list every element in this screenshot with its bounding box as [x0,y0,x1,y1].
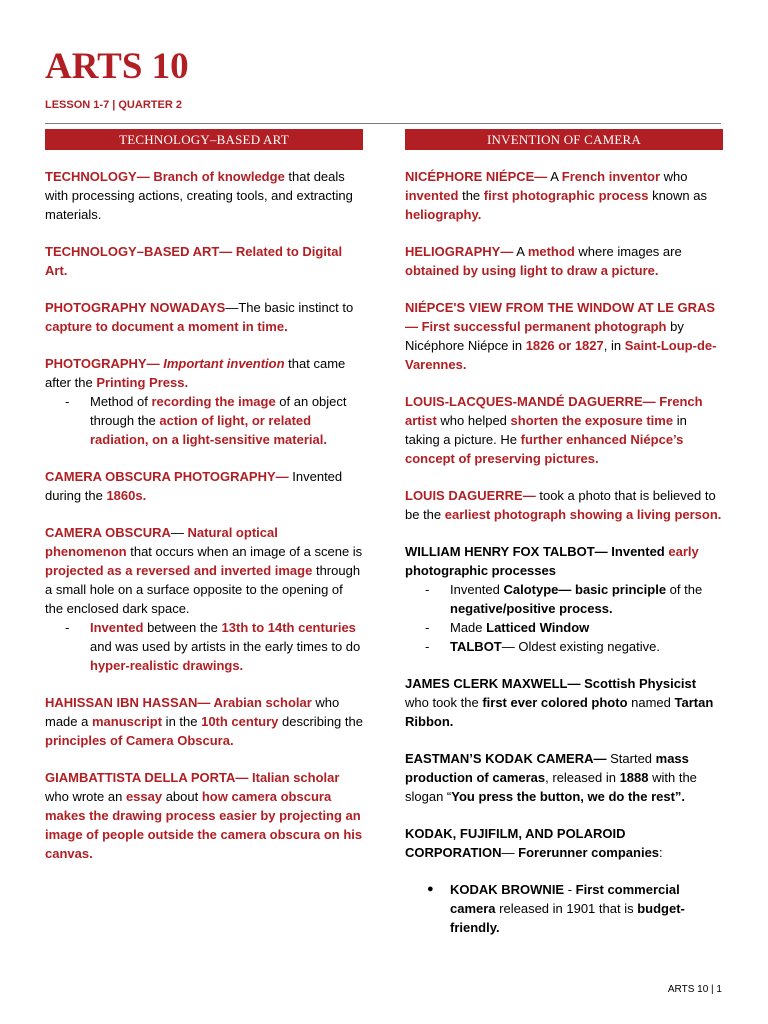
text-run: - [564,882,576,897]
text-run: heliography. [405,207,482,222]
text-run: mass production of cameras [405,751,693,785]
text-run: earliest photograph showing a living person. [444,507,722,522]
paragraph [45,467,363,505]
text-run: Calotype— basic principle [503,582,667,597]
section-heading-invention-of-camera: INVENTION OF CAMERA [405,129,723,150]
paragraph [45,242,363,280]
text-run: , released in [545,770,620,785]
text-run: principles of Camera Obscura. [45,733,234,748]
text-run: negative/positive process. [450,601,613,616]
text-run: obtained by using light to draw a picture. [405,263,659,278]
text-run: recording the image [151,394,276,409]
text-run: EASTMAN’S KODAK CAMERA— [405,751,607,766]
lesson-subtitle: LESSON 1-7 | QUARTER 2 [45,99,182,111]
text-run: with the slogan “ [405,770,701,804]
text-run: who [660,169,692,184]
text-run: 13th to 14th centuries [221,620,356,635]
paragraph [405,298,723,374]
text-run: method [527,244,575,259]
paragraph [405,674,723,731]
text-run: KODAK, FUJIFILM, AND POLAROID CORPORATION [405,826,630,860]
text-run: between the [143,620,222,635]
text-run: Forerunner companies [518,845,660,860]
text-run: who wrote an [45,770,344,804]
text-run: Started [606,751,656,766]
section-heading-technology-based-art: TECHNOLOGY–BASED ART [45,129,363,150]
text-run: about [162,789,202,804]
text-run: : [659,845,663,860]
text-run: manuscript [91,714,163,729]
paragraph [405,749,723,806]
text-run: 10th century [201,714,279,729]
text-run: first ever colored photo [482,695,628,710]
page-footer: ARTS 10 | 1 [667,984,722,995]
text-run: who helped [436,413,511,428]
text-run: photographic processes [405,544,703,578]
text-run: shorten the exposure time [510,413,674,428]
text-run: CAMERA OBSCURA PHOTOGRAPHY— [45,469,289,484]
text-run: PHOTOGRAPHY NOWADAYS [45,300,226,315]
left-column-body [45,167,367,863]
bullet-marker: - [65,620,70,635]
list-item [45,618,363,675]
text-run: Invented during the [45,469,346,503]
bullet-marker: ● [427,883,434,895]
text-run: Latticed Window [486,620,590,635]
list-item [405,618,723,637]
text-run: JAMES CLERK MAXWELL— Scottish Physicist [405,676,697,691]
paragraph [405,486,723,524]
paragraph [45,523,366,618]
bullet-marker: - [65,394,70,409]
text-run: French inventor [561,169,661,184]
text-run: WILLIAM HENRY FOX TALBOT— Invented [405,544,665,559]
text-run: — Oldest existing negative. [501,639,660,654]
text-run: released in 1901 that is [495,901,638,916]
text-run: hyper-realistic drawings. [90,658,244,673]
text-run: where images are [574,244,686,259]
left-column [45,129,367,881]
text-run: known as [648,188,711,203]
text-run: 1888 [619,770,649,785]
text-run: action of light, or related radiation, on a light-sensitive material. [90,413,327,447]
text-run: NIÉPCE'S VIEW FROM THE WINDOW AT LE GRAS— First successful permanent photograph [405,300,716,334]
paragraph [45,693,367,750]
text-run: of the [666,582,706,597]
bullet-list [405,580,723,656]
text-run: took a photo that is believed to be the [405,488,720,522]
text-run: further enhanced Niépce’s concept of preserving pictures. [405,432,688,466]
text-run: 1826 or 1827 [525,338,604,353]
text-run: first photographic process [483,188,649,203]
text-run: KODAK BROWNIE [450,882,565,897]
paragraph [405,542,723,580]
paragraph [45,768,366,863]
text-run: that occurs when an image of a scene is [126,544,366,559]
paragraph [405,392,723,468]
text-run: Important invention [163,356,285,371]
right-column-body [405,167,723,937]
text-run: who made a [45,695,343,729]
text-run: the [458,188,484,203]
text-run: — [170,525,188,540]
paragraph [45,167,363,224]
text-run: in the [162,714,202,729]
text-run: Method of [90,394,152,409]
text-run: First commercial camera [450,882,684,916]
text-run: how camera obscura makes the drawing process easier by projecting an image of people outside the camera obscura on his canvas. [45,789,366,861]
text-run: — [501,845,519,860]
paragraph [405,242,723,280]
text-run: and was used by artists in the early times to do [90,620,364,654]
bullet-marker: - [425,620,430,635]
list-item [45,392,363,449]
text-run: TALBOT [450,639,502,654]
text-run: Invented [90,620,144,635]
bullet-marker: - [425,639,430,654]
bullet-list [405,880,723,937]
text-run: named [627,695,675,710]
text-run: capture to document a moment in time. [45,319,288,334]
text-run: describing the [278,714,367,729]
text-run: A [513,244,528,259]
text-run: PHOTOGRAPHY— [45,356,164,371]
text-run: that deals with processing actions, creating tools, and extracting materials. [45,169,357,222]
text-run: A [547,169,562,184]
text-run: You press the button, we do the rest”. [451,789,686,804]
text-run: Made [450,620,487,635]
text-run: NICÉPHORE NIÉPCE— [405,169,548,184]
text-run: through a small hole on a surface opposite to the opening of the enclosed dark space. [45,563,364,616]
bullet-list [45,392,363,449]
text-run: Tartan Ribbon. [405,695,717,729]
text-run: early [664,544,699,559]
text-run: essay [125,789,163,804]
paragraph [405,167,723,224]
text-run: Natural optical phenomenon [45,525,282,559]
text-run: in taking a picture. He [405,413,691,447]
paragraph [405,824,723,862]
text-run: of an object through the [90,394,351,428]
bullet-list [45,618,363,675]
text-run: LOUIS DAGUERRE— [405,488,536,503]
right-column [405,129,723,955]
list-item [405,880,723,937]
header-divider [45,123,721,124]
list-item [405,637,723,656]
text-run: CAMERA OBSCURA [45,525,171,540]
paragraph [45,354,363,392]
bullet-marker: - [425,582,430,597]
text-run: that came after the [45,356,349,390]
text-run: , in [603,338,625,353]
text-run: 1860s. [106,488,147,503]
text-run: GIAMBATTISTA DELLA PORTA— Italian scholar [45,770,340,785]
text-run: Printing Press. [96,375,189,390]
paragraph [45,298,363,336]
text-run: by Nicéphore Niépce in [405,319,688,353]
text-run: HELIOGRAPHY— [405,244,514,259]
text-run: LOUIS-LACQUES-MANDÉ DAGUERRE— French artist [405,394,707,428]
text-run: Saint-Loup-de-Varennes. [405,338,717,372]
text-run: who took the [405,676,700,710]
text-run: HAHISSAN IBN HASSAN— Arabian scholar [45,695,312,710]
text-run: TECHNOLOGY–BASED ART— Related to Digital Art. [45,244,346,278]
text-run: TECHNOLOGY— Branch of knowledge [45,169,285,184]
list-item [405,580,723,618]
document-title: ARTS 10 [45,46,189,87]
text-run: invented [405,188,459,203]
text-run: projected as a reversed and inverted image [45,563,313,578]
text-run: Invented [450,582,504,597]
text-run: —The basic instinct to [225,300,357,315]
text-run: budget-friendly. [450,901,685,935]
